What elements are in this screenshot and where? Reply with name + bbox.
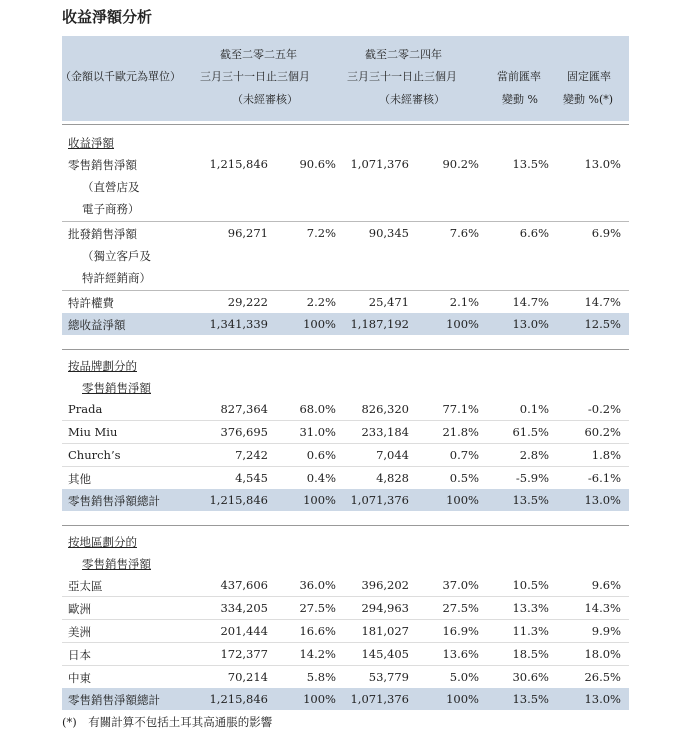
- value-2024: 145,405: [361, 647, 409, 661]
- row-label-cont: [62, 244, 629, 266]
- constant-rate-change: -6.1%: [587, 471, 621, 485]
- col-2025-line3: （未經審核）: [232, 93, 298, 106]
- current-rate-change: -5.9%: [515, 471, 549, 485]
- col-2024-line3: （未經審核）: [379, 93, 445, 106]
- pct-2024: 37.0%: [442, 578, 479, 592]
- section-heading: [62, 552, 629, 574]
- pct-2025: 27.5%: [299, 601, 336, 615]
- table-row: [62, 619, 629, 642]
- pct-2024: 2.1%: [449, 295, 479, 309]
- pct-2025: 100%: [303, 317, 336, 331]
- value-2025: 201,444: [220, 624, 268, 638]
- pct-2025: 0.4%: [306, 471, 336, 485]
- current-rate-change: 13.0%: [512, 317, 549, 331]
- constant-rate-change: 13.0%: [584, 692, 621, 706]
- section-heading: [62, 376, 629, 398]
- row-label: 日本: [68, 648, 91, 662]
- pct-2025: 0.6%: [306, 448, 336, 462]
- row-label: 中東: [68, 671, 91, 685]
- pct-2024: 7.6%: [449, 226, 479, 240]
- value-2024: 294,963: [361, 601, 409, 615]
- value-2024: 1,071,376: [350, 493, 409, 507]
- constant-rate-line2: 變動 %(*): [563, 93, 614, 106]
- col-2024-line1: 截至二零二四年: [365, 48, 442, 61]
- value-2025: 376,695: [220, 425, 268, 439]
- pct-2025: 16.6%: [299, 624, 336, 638]
- current-rate-change: 13.5%: [512, 692, 549, 706]
- row-label: 零售銷售淨額: [68, 158, 137, 172]
- current-rate-change: 61.5%: [512, 425, 549, 439]
- value-2025: 1,215,846: [209, 692, 268, 706]
- table-row-wholesale: [62, 221, 629, 244]
- pct-2024: 77.1%: [442, 402, 479, 416]
- value-2024: 4,828: [376, 471, 409, 485]
- pct-2024: 27.5%: [442, 601, 479, 615]
- value-2025: 7,242: [235, 448, 268, 462]
- table-row: [62, 596, 629, 619]
- brand-heading-line2: 零售銷售淨額: [82, 381, 151, 395]
- value-2025: 827,364: [220, 402, 268, 416]
- current-rate-change: 14.7%: [512, 295, 549, 309]
- pct-2024: 100%: [446, 493, 479, 507]
- table-row-total: [62, 688, 629, 710]
- col-2025-line2: 三月三十一日止三個月: [200, 70, 310, 83]
- value-2024: 25,471: [368, 295, 409, 309]
- pct-2024: 16.9%: [442, 624, 479, 638]
- value-2025: 1,215,846: [209, 493, 268, 507]
- pct-2024: 0.5%: [449, 471, 479, 485]
- brand-heading-line1: 按品牌劃分的: [68, 359, 137, 373]
- constant-rate-line1: 固定匯率: [567, 70, 611, 83]
- current-rate-change: 13.5%: [512, 157, 549, 171]
- row-label: 總收益淨額: [68, 318, 126, 332]
- pct-2025: 31.0%: [299, 425, 336, 439]
- current-rate-change: 10.5%: [512, 578, 549, 592]
- pct-2025: 7.2%: [306, 226, 336, 240]
- pct-2024: 21.8%: [442, 425, 479, 439]
- value-2025: 29,222: [227, 295, 268, 309]
- row-label: 其他: [68, 472, 91, 486]
- pct-2024: 100%: [446, 317, 479, 331]
- value-2025: 96,271: [227, 226, 268, 240]
- row-label: 特許權費: [68, 296, 114, 310]
- table-row: [62, 466, 629, 489]
- row-label-cont: [62, 175, 629, 197]
- col-2025-line1: 截至二零二五年: [220, 48, 297, 61]
- pct-2025: 100%: [303, 493, 336, 507]
- constant-rate-change: 9.9%: [591, 624, 621, 638]
- current-rate-change: 11.3%: [512, 624, 549, 638]
- footnote: (*) 有關計算不包括土耳其高通脹的影響: [62, 715, 273, 729]
- col-2024-line2: 三月三十一日止三個月: [347, 70, 457, 83]
- constant-rate-change: 14.3%: [584, 601, 621, 615]
- pct-2025: 5.8%: [306, 670, 336, 684]
- current-rate-line1: 當前匯率: [497, 70, 541, 83]
- value-2024: 826,320: [361, 402, 409, 416]
- table-row-total: [62, 489, 629, 511]
- value-2024: 233,184: [361, 425, 409, 439]
- row-label-line2: （直營店及: [82, 180, 140, 194]
- value-2025: 70,214: [227, 670, 268, 684]
- row-label-line2: （獨立客戶及: [82, 249, 151, 263]
- constant-rate-change: 12.5%: [584, 317, 621, 331]
- row-label: 美洲: [68, 625, 91, 639]
- table-row: [62, 642, 629, 665]
- row-label: 零售銷售淨額總計: [68, 693, 160, 707]
- row-label: Prada: [68, 402, 103, 416]
- current-rate-change: 6.6%: [519, 226, 549, 240]
- table-row: [62, 574, 629, 596]
- pct-2025: 100%: [303, 692, 336, 706]
- pct-2025: 90.6%: [299, 157, 336, 171]
- table-row: [62, 443, 629, 466]
- current-rate-change: 18.5%: [512, 647, 549, 661]
- constant-rate-change: 1.8%: [591, 448, 621, 462]
- revenue-section: [62, 124, 629, 335]
- value-2024: 1,071,376: [350, 157, 409, 171]
- value-2024: 7,044: [376, 448, 409, 462]
- value-2024: 396,202: [361, 578, 409, 592]
- constant-rate-change: 13.0%: [584, 493, 621, 507]
- row-label-line3: 電子商務）: [82, 202, 140, 216]
- constant-rate-change: 9.6%: [591, 578, 621, 592]
- table-row: [62, 665, 629, 688]
- table-row-retail: [62, 153, 629, 175]
- pct-2025: 14.2%: [299, 647, 336, 661]
- pct-2024: 100%: [446, 692, 479, 706]
- currency-note: （金額以千歐元為單位）: [60, 70, 181, 83]
- current-rate-change: 0.1%: [519, 402, 549, 416]
- constant-rate-change: -0.2%: [587, 402, 621, 416]
- region-heading-line1: 按地區劃分的: [68, 535, 137, 549]
- pct-2025: 68.0%: [299, 402, 336, 416]
- table-row-royalties: [62, 290, 629, 313]
- value-2024: 1,071,376: [350, 692, 409, 706]
- value-2024: 90,345: [368, 226, 409, 240]
- current-rate-change: 13.5%: [512, 493, 549, 507]
- value-2024: 53,779: [368, 670, 409, 684]
- row-label: 亞太區: [68, 579, 103, 593]
- table-row: [62, 420, 629, 443]
- pct-2024: 5.0%: [449, 670, 479, 684]
- value-2025: 334,205: [220, 601, 268, 615]
- row-label: 歐洲: [68, 602, 91, 616]
- value-2025: 4,545: [235, 471, 268, 485]
- revenue-heading: 收益淨額: [68, 136, 114, 150]
- table-row: [62, 398, 629, 420]
- current-rate-change: 30.6%: [512, 670, 549, 684]
- pct-2025: 2.2%: [306, 295, 336, 309]
- constant-rate-change: 14.7%: [584, 295, 621, 309]
- table-header: [62, 36, 629, 121]
- value-2025: 1,215,846: [209, 157, 268, 171]
- revenue-table: [62, 36, 629, 710]
- region-section: [62, 525, 629, 710]
- row-label: 零售銷售淨額總計: [68, 494, 160, 508]
- constant-rate-change: 18.0%: [584, 647, 621, 661]
- constant-rate-change: 13.0%: [584, 157, 621, 171]
- constant-rate-change: 26.5%: [584, 670, 621, 684]
- section-heading: [62, 131, 629, 153]
- value-2024: 1,187,192: [350, 317, 409, 331]
- value-2024: 181,027: [361, 624, 409, 638]
- brand-section: [62, 349, 629, 511]
- pct-2025: 36.0%: [299, 578, 336, 592]
- page-title: 收益淨額分析: [62, 8, 153, 26]
- current-rate-line2: 變動 %: [502, 93, 538, 106]
- row-label: Miu Miu: [68, 425, 118, 439]
- value-2025: 1,341,339: [209, 317, 268, 331]
- row-label: 批發銷售淨額: [68, 227, 137, 241]
- constant-rate-change: 6.9%: [591, 226, 621, 240]
- row-label-cont: [62, 266, 629, 288]
- current-rate-change: 13.3%: [512, 601, 549, 615]
- section-heading: [62, 354, 629, 376]
- current-rate-change: 2.8%: [519, 448, 549, 462]
- pct-2024: 13.6%: [442, 647, 479, 661]
- row-label-cont: [62, 197, 629, 219]
- pct-2024: 90.2%: [442, 157, 479, 171]
- table-row-total: [62, 313, 629, 335]
- value-2025: 437,606: [220, 578, 268, 592]
- region-heading-line2: 零售銷售淨額: [82, 557, 151, 571]
- pct-2024: 0.7%: [449, 448, 479, 462]
- row-label: Church’s: [68, 448, 121, 462]
- constant-rate-change: 60.2%: [584, 425, 621, 439]
- row-label-line3: 特許經銷商）: [82, 271, 151, 285]
- section-heading: [62, 530, 629, 552]
- value-2025: 172,377: [220, 647, 268, 661]
